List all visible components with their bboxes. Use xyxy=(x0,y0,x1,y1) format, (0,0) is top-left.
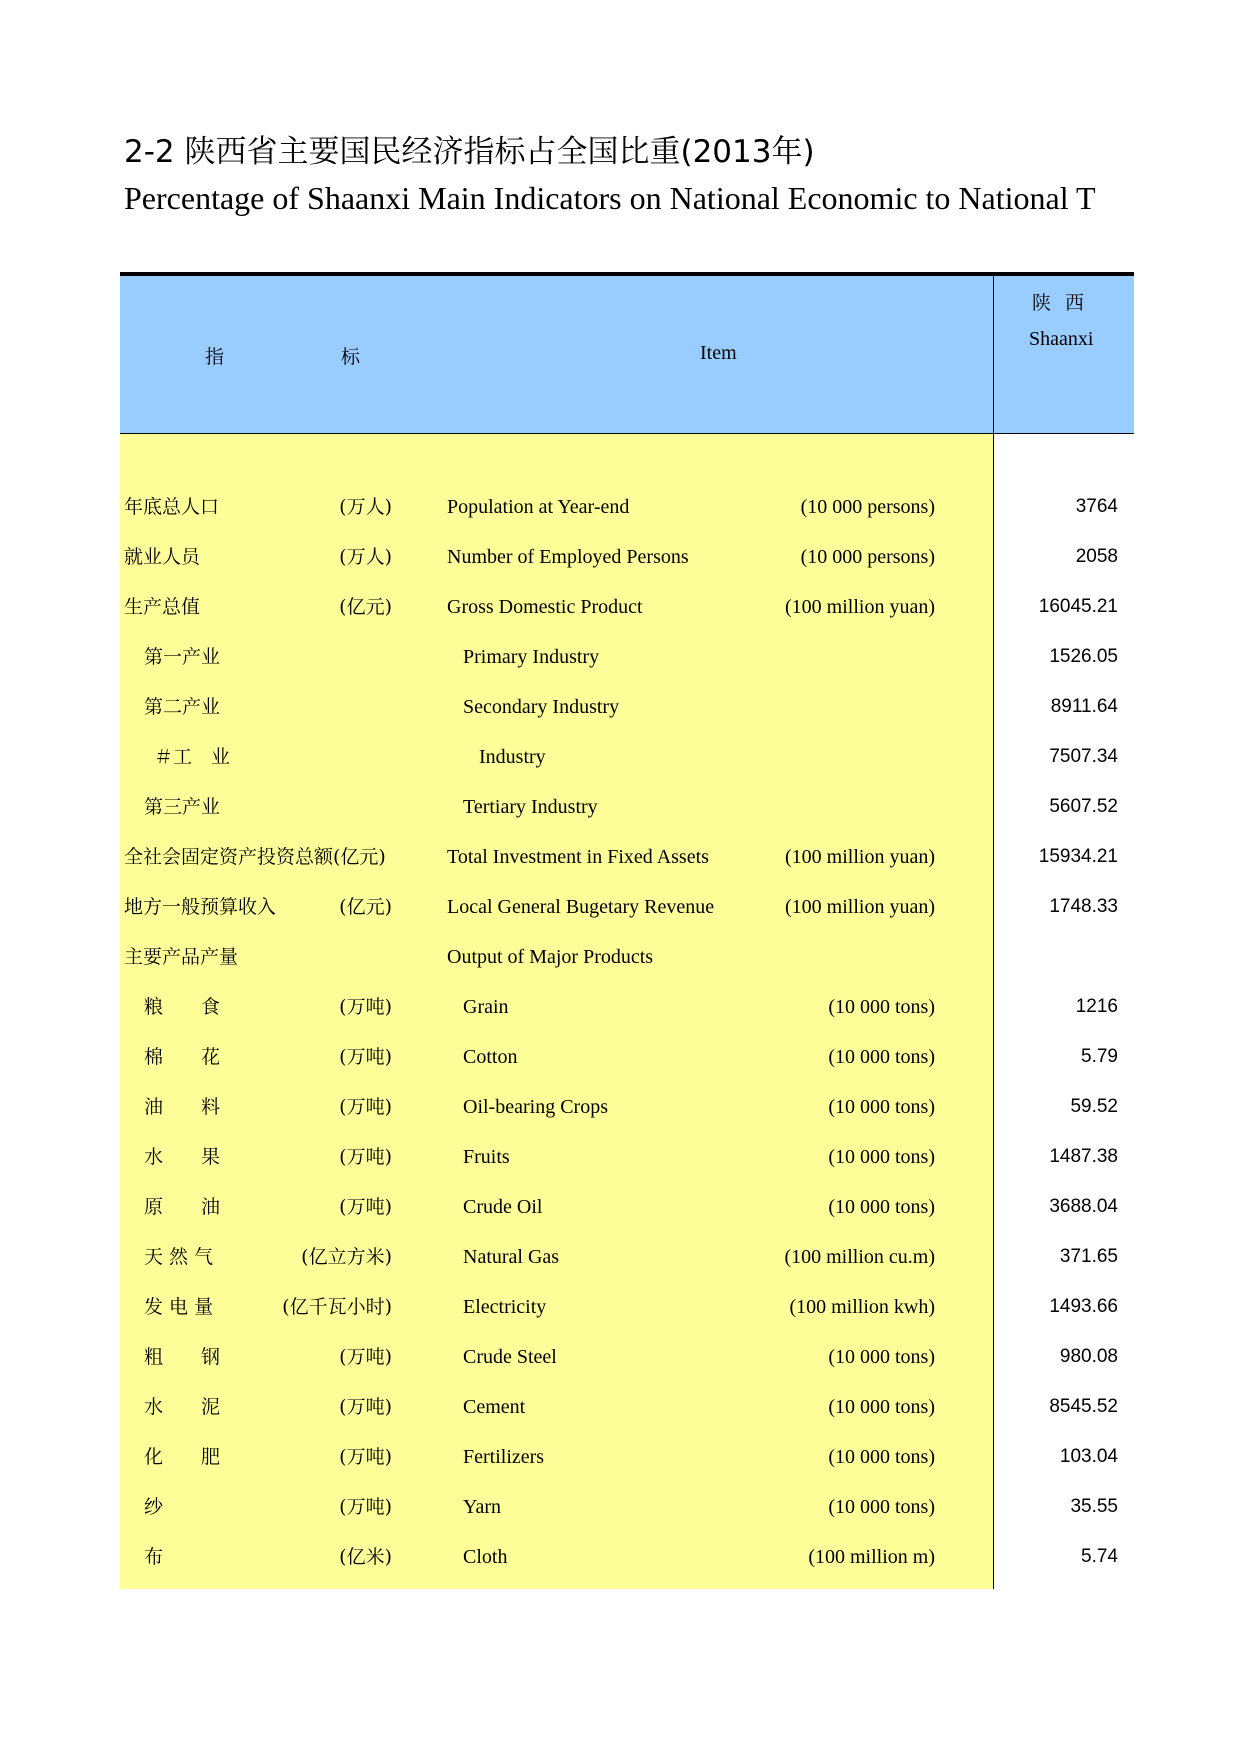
row-value-shaanxi: 8545.52 xyxy=(1049,1396,1118,1417)
row-label-chinese: 布 xyxy=(144,1546,164,1568)
table-row xyxy=(0,932,1240,982)
table-row xyxy=(0,1532,1240,1582)
row-unit-chinese: (万吨) xyxy=(339,1146,392,1168)
table-row xyxy=(0,982,1240,1032)
row-unit-chinese: (亿米) xyxy=(339,1546,392,1568)
table-row xyxy=(0,1232,1240,1282)
title-chinese: 2-2 陕西省主要国民经济指标占全国比重(2013年) xyxy=(124,134,815,170)
row-label-chinese: 棉 花 xyxy=(144,1046,221,1068)
row-unit-chinese: (亿元) xyxy=(339,596,392,618)
row-label-english: Fruits xyxy=(463,1146,510,1168)
row-value-shaanxi: 3688.04 xyxy=(1049,1196,1118,1217)
row-unit-english: (10 000 persons) xyxy=(800,496,935,518)
row-label-english: Gross Domestic Product xyxy=(447,596,643,618)
row-label-english: Oil-bearing Crops xyxy=(463,1096,608,1118)
row-unit-english: (100 million yuan) xyxy=(785,596,935,618)
row-unit-english: (10 000 tons) xyxy=(828,1396,935,1418)
row-label-english: Fertilizers xyxy=(463,1446,545,1468)
row-value-shaanxi: 59.52 xyxy=(1070,1096,1118,1117)
table-row xyxy=(0,582,1240,632)
row-label-chinese: 第三产业 xyxy=(144,796,221,818)
row-label-english: Industry xyxy=(479,746,546,768)
row-value-shaanxi: 2058 xyxy=(1075,546,1118,567)
table-row xyxy=(0,1432,1240,1482)
row-label-chinese: 生产总值 xyxy=(124,596,201,618)
row-label-english: Yarn xyxy=(463,1496,501,1518)
row-label-chinese: 第二产业 xyxy=(144,696,221,718)
row-label-english: Output of Major Products xyxy=(447,946,654,968)
row-unit-english: (10 000 tons) xyxy=(828,1346,935,1368)
row-label-chinese: 粮 食 xyxy=(144,996,221,1018)
row-label-chinese: 水 果 xyxy=(144,1146,221,1168)
table-row xyxy=(0,632,1240,682)
header-item: Item xyxy=(700,342,737,364)
row-label-english: Total Investment in Fixed Assets xyxy=(447,846,709,868)
row-label-chinese: 水 泥 xyxy=(144,1396,221,1418)
row-value-shaanxi: 1487.38 xyxy=(1049,1146,1118,1167)
row-label-english: Population at Year-end xyxy=(447,496,630,518)
row-label-english: Tertiary Industry xyxy=(463,796,598,818)
row-value-shaanxi: 8911.64 xyxy=(1050,696,1118,717)
row-unit-chinese: (万吨) xyxy=(339,1446,392,1468)
row-unit-english: (10 000 tons) xyxy=(828,1146,935,1168)
row-value-shaanxi: 103.04 xyxy=(1059,1446,1118,1467)
row-value-shaanxi: 1748.33 xyxy=(1049,896,1118,917)
row-label-chinese: 全社会固定资产投资总额(亿元) xyxy=(124,846,386,868)
row-label-english: Cotton xyxy=(463,1046,518,1068)
row-value-shaanxi: 5.79 xyxy=(1081,1046,1118,1067)
row-label-english: Grain xyxy=(463,996,509,1018)
row-value-shaanxi: 15934.21 xyxy=(1038,846,1118,867)
row-value-shaanxi: 16045.21 xyxy=(1038,596,1118,617)
table-row xyxy=(0,1382,1240,1432)
table-row xyxy=(0,732,1240,782)
row-unit-chinese: (万吨) xyxy=(339,1196,392,1218)
row-unit-chinese: (亿立方米) xyxy=(301,1246,392,1268)
row-value-shaanxi: 1216 xyxy=(1075,996,1118,1017)
row-unit-english: (100 million cu.m) xyxy=(784,1246,935,1268)
table-row xyxy=(0,1282,1240,1332)
row-label-chinese: 就业人员 xyxy=(124,546,201,568)
row-label-chinese: 油 料 xyxy=(144,1096,221,1118)
row-unit-chinese: (万吨) xyxy=(339,1346,392,1368)
row-label-english: Cement xyxy=(463,1396,526,1418)
header-indicator-char-2: 标 xyxy=(341,346,361,368)
row-unit-chinese: (万吨) xyxy=(339,1396,392,1418)
row-value-shaanxi: 1493.66 xyxy=(1049,1296,1118,1317)
row-unit-chinese: (万人) xyxy=(339,496,392,518)
row-unit-english: (10 000 tons) xyxy=(828,1446,935,1468)
row-unit-english: (10 000 tons) xyxy=(828,1096,935,1118)
table-row xyxy=(0,882,1240,932)
row-value-shaanxi: 35.55 xyxy=(1070,1496,1118,1517)
row-label-english: Crude Oil xyxy=(463,1196,543,1218)
table-row xyxy=(0,1032,1240,1082)
row-unit-english: (10 000 tons) xyxy=(828,1196,935,1218)
row-unit-english: (10 000 persons) xyxy=(800,546,935,568)
row-unit-chinese: (万人) xyxy=(339,546,392,568)
row-label-english: Local General Bugetary Revenue xyxy=(447,896,715,918)
row-label-chinese: 第一产业 xyxy=(144,646,221,668)
row-unit-english: (100 million yuan) xyxy=(785,846,935,868)
row-label-english: Secondary Industry xyxy=(463,696,620,718)
table-row xyxy=(0,1132,1240,1182)
row-value-shaanxi: 1526.05 xyxy=(1049,646,1118,667)
row-unit-chinese: (亿元) xyxy=(339,896,392,918)
row-unit-english: (100 million yuan) xyxy=(785,896,935,918)
header-region-chinese: 陕西 xyxy=(1032,292,1099,314)
row-label-chinese: 主要产品产量 xyxy=(124,946,239,968)
row-label-english: Electricity xyxy=(463,1296,547,1318)
row-label-chinese: 纱 xyxy=(144,1496,164,1518)
row-label-chinese: 粗 钢 xyxy=(144,1346,221,1368)
table-row xyxy=(0,832,1240,882)
row-value-shaanxi: 980.08 xyxy=(1059,1346,1118,1367)
table-row xyxy=(0,1082,1240,1132)
row-label-chinese: 化 肥 xyxy=(144,1446,221,1468)
row-label-english: Crude Steel xyxy=(463,1346,557,1368)
row-unit-english: (10 000 tons) xyxy=(828,1046,935,1068)
row-label-chinese: 天 然 气 xyxy=(144,1246,214,1268)
row-unit-english: (10 000 tons) xyxy=(828,996,935,1018)
table-row xyxy=(0,482,1240,532)
table-row xyxy=(0,682,1240,732)
table-row xyxy=(0,1332,1240,1382)
row-value-shaanxi: 5.74 xyxy=(1081,1546,1118,1567)
row-label-chinese: 原 油 xyxy=(144,1196,221,1218)
row-label-chinese: 发 电 量 xyxy=(144,1296,214,1318)
row-label-english: Cloth xyxy=(463,1546,508,1568)
row-label-english: Natural Gas xyxy=(463,1246,560,1268)
header-indicator-char-1: 指 xyxy=(205,346,225,368)
table-header xyxy=(120,276,1134,434)
table-row xyxy=(0,782,1240,832)
row-unit-chinese: (万吨) xyxy=(339,1096,392,1118)
row-unit-chinese: (万吨) xyxy=(339,1046,392,1068)
row-value-shaanxi: 371.65 xyxy=(1059,1246,1118,1267)
header-region-english: Shaanxi xyxy=(1029,328,1094,350)
row-unit-english: (100 million kwh) xyxy=(789,1296,935,1318)
row-label-english: Number of Employed Persons xyxy=(447,546,689,568)
row-value-shaanxi: 7507.34 xyxy=(1049,746,1118,767)
title-english: Percentage of Shaanxi Main Indicators on National Economic to National T xyxy=(124,180,1096,216)
table-row xyxy=(0,532,1240,582)
row-unit-chinese: (万吨) xyxy=(339,1496,392,1518)
row-label-english: Primary Industry xyxy=(463,646,600,668)
row-value-shaanxi: 5607.52 xyxy=(1049,796,1118,817)
row-label-chinese: 地方一般预算收入 xyxy=(124,896,277,918)
row-label-chinese: 年底总人口 xyxy=(124,496,220,518)
row-unit-chinese: (万吨) xyxy=(339,996,392,1018)
row-unit-english: (100 million m) xyxy=(808,1546,935,1568)
row-unit-english: (10 000 tons) xyxy=(828,1496,935,1518)
row-value-shaanxi: 3764 xyxy=(1075,496,1118,517)
table-row xyxy=(0,1182,1240,1232)
row-unit-chinese: (亿千瓦小时) xyxy=(282,1296,392,1318)
table-row xyxy=(0,1482,1240,1532)
row-label-chinese: ＃工 业 xyxy=(154,746,231,768)
